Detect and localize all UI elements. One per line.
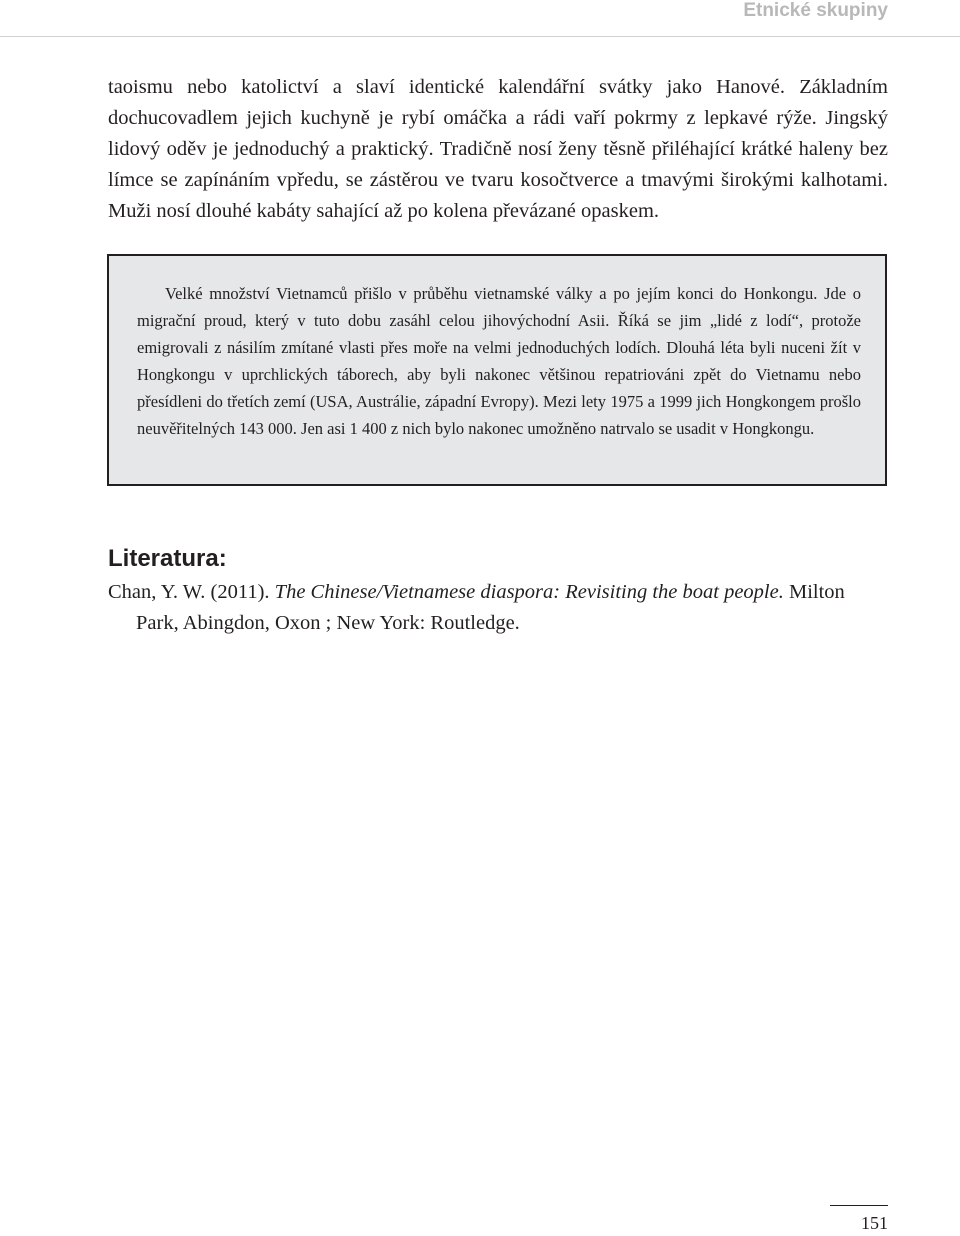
- info-box: [107, 254, 887, 486]
- page-number: 151: [861, 1213, 888, 1233]
- reference-publisher: Milton Park, Abingdon, Oxon ; New York: Routledge.: [136, 581, 845, 634]
- folio-rule: [830, 1205, 888, 1206]
- body-text: [108, 72, 888, 227]
- info-box-content: [137, 280, 861, 442]
- reference-author-year: Chan, Y. W. (2011).: [108, 581, 275, 603]
- body-paragraph: taoismu nebo katolictví a slaví identické kalendářní svátky jako Hanové. Základním dochucovadlem jejich kuchyně je rybí omáčka a rádi vaří pokrmy z lepkavé rýže. Jingský lidový oděv je jednoduchý a praktický. Tradičně nosí ženy těsně přiléhající krátké haleny bez límce se zapínáním vpředu, se zástěrou ve tvaru kosočtverce a tmavými širokými kalhotami. Muži nosí dlouhé kabáty sahající až po kolena převázané opaskem.: [108, 76, 888, 222]
- reference-title: The Chinese/Vietnamese diaspora: Revisiting the boat people.: [274, 581, 784, 603]
- running-header: [0, 0, 960, 37]
- info-box-paragraph: Velké množství Vietnamců přišlo v průběhu vietnamské války a po jejím konci do Honkongu. Jde o migrační proud, který v tuto dobu zasáhl celou jihovýchodní Asii. Říká se jim „lidé z lodí“, protože emigrovali z násilím zmítané vlasti přes moře na velmi jednoduchých lodích. Dlouhá léta byli nuceni žít v Hongkongu v uprchlických táborech, aby byli nakonec většinou repatriováni zpět do Vietnamu nebo přesídleni do třetích zemí (USA, Austrálie, západní Evropy). Mezi lety 1975 a 1999 jich Hongkongem prošlo neuvěřitelných 143 000. Jen asi 1 400 z nich bylo nakonec umožněno natrvalo se usadit v Hongkongu.: [137, 284, 861, 438]
- literature-heading: Literatura:: [108, 545, 227, 572]
- literature-reference: [108, 577, 888, 639]
- running-title: Etnické skupiny: [743, 0, 888, 21]
